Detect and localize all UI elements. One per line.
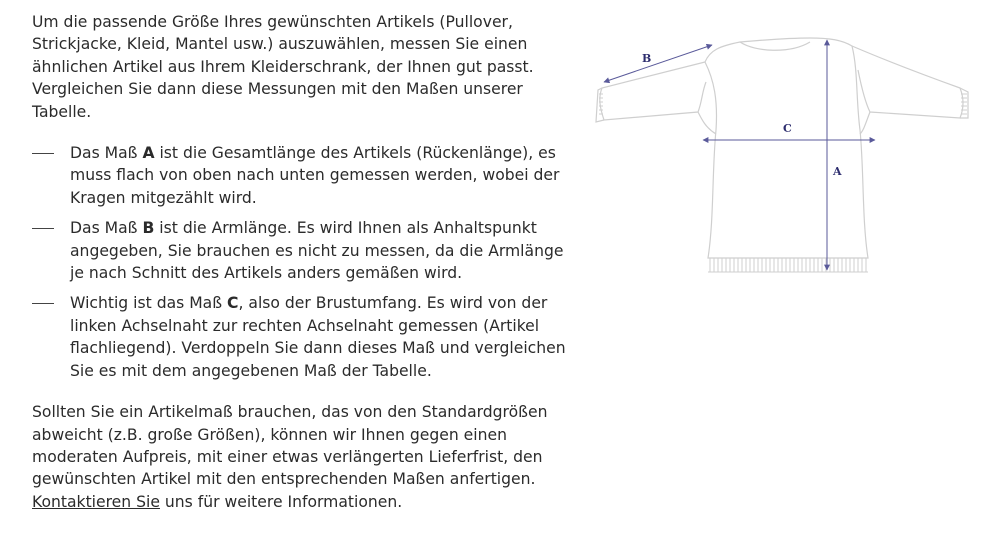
item-prefix: Das Maß <box>70 219 143 238</box>
hem-ribbing <box>708 258 868 272</box>
measure-key-b: B <box>142 219 155 238</box>
arrow-b <box>604 45 712 82</box>
contact-link[interactable]: Kontaktieren Sie <box>32 492 160 511</box>
list-item-c <box>32 292 582 382</box>
label-b: B <box>642 52 652 65</box>
outro-after-link: uns für weitere Informationen. <box>159 492 403 511</box>
intro-paragraph: Um die passende Größe Ihres gewünschten Artikels (Pullover, Strickjacke, Kleid, Mantel usw.) auszuwählen, messen Sie einen ähnlichen Artikel aus Ihrem Kleiderschrank, der Ihnen gut passt. Vergleichen Sie dann diese Messungen mit den Maßen unserer Tabelle. <box>32 13 534 121</box>
sweater-measurement-diagram <box>590 30 980 280</box>
dash-bullet <box>32 303 54 304</box>
size-guide-text <box>32 11 592 513</box>
label-a: A <box>833 165 842 178</box>
measure-list <box>32 142 592 382</box>
list-item-a <box>32 142 582 209</box>
item-text: , also der Brustumfang. Es wird von der linken Achselnaht zur rechten Achselnaht gemessen (Artikel flachliegend). Verdoppeln Sie dann dieses Maß und vergleichen Sie es mit dem angegebenen Maß der Tabelle. <box>70 294 566 380</box>
measure-key-c: C <box>227 294 239 313</box>
cuff-ribbing <box>599 94 967 114</box>
sweater-outline <box>596 38 968 258</box>
measure-key-a: A <box>142 144 155 163</box>
outro-paragraph <box>32 401 562 513</box>
list-item-b <box>32 217 582 284</box>
dash-bullet <box>32 153 54 154</box>
label-c: C <box>783 122 792 135</box>
item-text: ist die Gesamtlänge des Artikels (Rückenlänge), es muss flach von oben nach unten gemessen werden, wobei der Kragen mitgezählt wird. <box>70 144 560 207</box>
item-text: ist die Armlänge. Es wird Ihnen als Anhaltspunkt angegeben, Sie brauchen es nicht zu messen, da die Armlänge je nach Schnitt des Artikels anders gemäßen wird. <box>70 219 564 283</box>
dash-bullet <box>32 228 54 229</box>
item-prefix: Wichtig ist das Maß <box>70 294 228 313</box>
outro-text: Sollten Sie ein Artikelmaß brauchen, das von den Standardgrößen abweicht (z.B. große Größen), können wir Ihnen gegen einen moderaten Aufpreis, mit einer etwas verlängerten Lieferfrist, den gewünschten Artikel mit den entsprechenden Maßen anfertigen. <box>32 403 548 489</box>
item-prefix: Das Maß <box>70 144 143 163</box>
